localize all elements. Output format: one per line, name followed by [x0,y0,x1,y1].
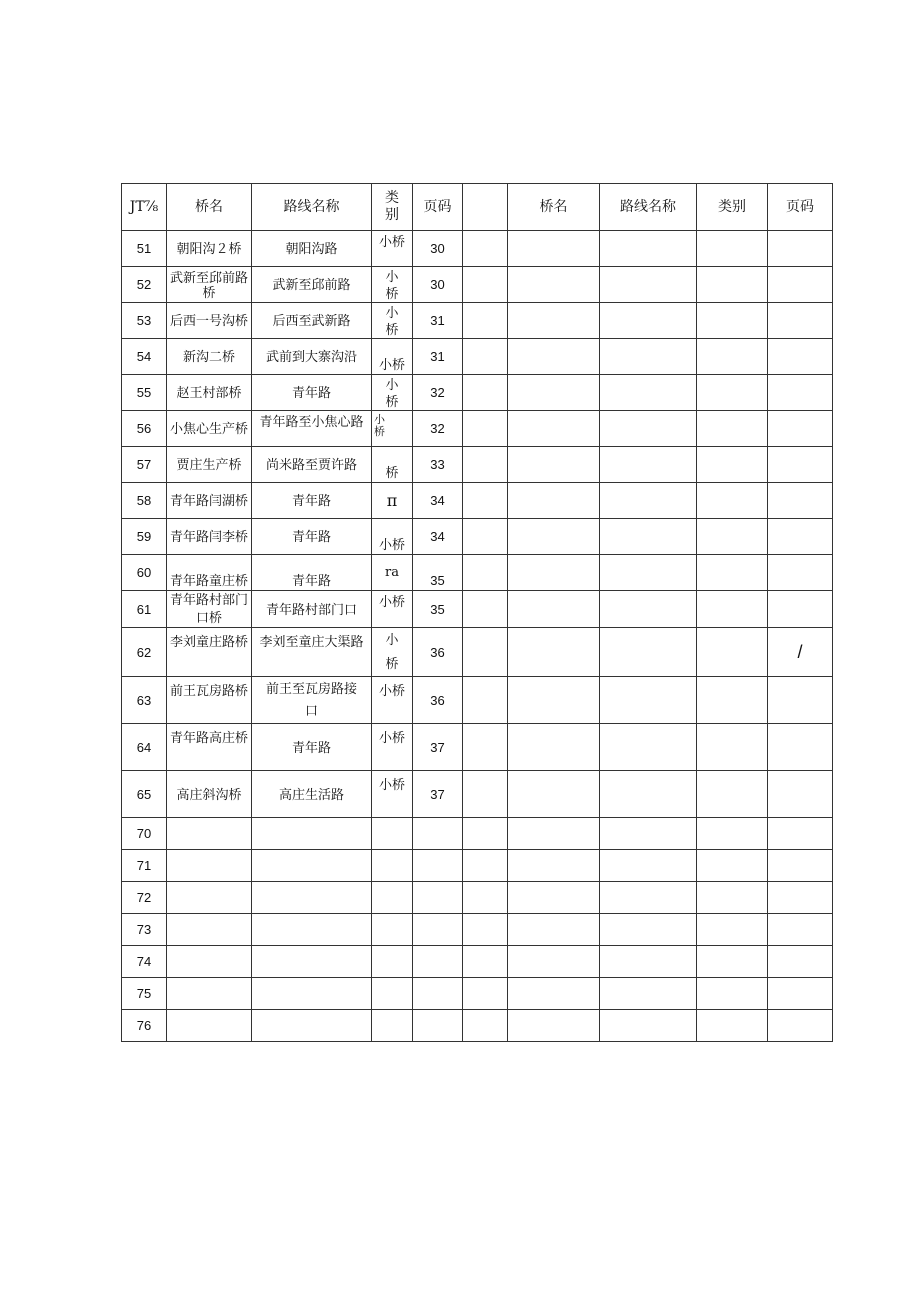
row-number: 57 [122,447,167,483]
row-number: 58 [122,483,167,519]
bridge-type [372,411,413,447]
row-number: 75 [122,978,167,1010]
page-number: 37 [413,724,463,771]
route-name: 后西至武新路 [252,303,372,339]
row-number: 76 [122,1010,167,1042]
page-number: 33 [413,447,463,483]
page-number: 35 [413,555,463,591]
row-number: 54 [122,339,167,375]
table-row [122,677,833,724]
table-row [122,771,833,818]
table-row [122,628,833,677]
header-page: 页码 [413,184,463,231]
page-number: 30 [413,231,463,267]
page-number: 32 [413,411,463,447]
bridge-name: 新沟二桥 [167,339,252,375]
bridge-name: 赵王村部桥 [167,375,252,411]
header-bridge: 桥名 [167,184,252,231]
route-name: 武前到大寨沟沿 [252,339,372,375]
route-name: 青年路村部门口 [252,591,372,628]
route-name: 武新至邱前路 [252,267,372,303]
route-name [252,677,372,724]
table-row [122,231,833,267]
table-row [122,375,833,411]
header-route: 路线名称 [252,184,372,231]
row-number: 59 [122,519,167,555]
row-number: 56 [122,411,167,447]
route-name: 青年路 [252,375,372,411]
header-route-2: 路线名称 [600,184,697,231]
header-row [122,184,833,231]
bridge-name: 朝阳沟２桥 [167,231,252,267]
page-number: 34 [413,483,463,519]
header-type-2: 类别 [697,184,768,231]
route-name: 青年路 [252,555,372,591]
bridge-type: 桥 [372,447,413,483]
bridge-name: 青年路闫湖桥 [167,483,252,519]
row-number: 51 [122,231,167,267]
row-number: 62 [122,628,167,677]
table-row [122,339,833,375]
bridge-name: 前王瓦房路桥 [167,677,252,724]
route-name: 李刘至童庄大渠路 [252,628,372,677]
header-blank [463,184,508,231]
header-type-text: 类别 [385,190,399,223]
row-number: 55 [122,375,167,411]
page-number: 37 [413,771,463,818]
bridge-type: 小桥 [372,339,413,375]
bridge-type-text: 小桥 [385,268,399,301]
route-name: 朝阳沟路 [252,231,372,267]
bridge-name: 青年路闫李桥 [167,519,252,555]
bridge-type [372,628,413,677]
bridge-type: 小桥 [372,231,413,267]
row-number: 71 [122,850,167,882]
table-row [122,411,833,447]
table-row [122,519,833,555]
bridge-name: 小焦心生产桥 [167,411,252,447]
route-name: 尚米路至贾许路 [252,447,372,483]
row-number: 63 [122,677,167,724]
bridge-type-text: 小桥 [385,304,399,337]
bridge-name: 青年路童庄桥 [167,555,252,591]
page-number: 34 [413,519,463,555]
table-row [122,850,833,882]
header-page-2: 页码 [768,184,833,231]
bridge-type [372,375,413,411]
bridge-type: π [372,483,413,519]
row-number: 73 [122,914,167,946]
bridge-name-text: 青年路村部门口桥 [169,592,248,625]
table-row [122,555,833,591]
row-number: 72 [122,882,167,914]
bridge-name: 后西一号沟桥 [167,303,252,339]
table-row [122,267,833,303]
table-row [122,818,833,850]
route-name: 青年路 [252,519,372,555]
route-name-text: 前王至瓦房路接口 [265,681,357,718]
bridge-name: 武新至邱前路桥 [167,267,252,303]
page-number: 30 [413,267,463,303]
row-number: 74 [122,946,167,978]
bridge-type-text: 小桥 [374,414,385,438]
row-number: 53 [122,303,167,339]
bridge-type: 小桥 [372,771,413,818]
bridge-type [372,303,413,339]
table-row [122,914,833,946]
bridge-name [167,591,252,628]
page-number: 32 [413,375,463,411]
route-name: 青年路 [252,483,372,519]
table-row [122,483,833,519]
route-name: 青年路 [252,724,372,771]
row-number: 61 [122,591,167,628]
page-number: 31 [413,339,463,375]
row-number: 60 [122,555,167,591]
header-type [372,184,413,231]
bridge-type [372,267,413,303]
row-number: 52 [122,267,167,303]
bridge-type-text: 小桥 [385,632,399,671]
route-name: 青年路至小焦心路 [252,411,372,447]
bridge-type: 小桥 [372,677,413,724]
bridge-type: 小桥 [372,591,413,628]
page-number: 31 [413,303,463,339]
table-row [122,946,833,978]
page-number: 36 [413,677,463,724]
bridge-type-text: 小桥 [385,376,399,409]
bridge-name: 青年路高庄桥 [167,724,252,771]
bridge-type: ra [372,555,413,591]
bridge-type: 小桥 [372,724,413,771]
table-row [122,724,833,771]
row-mark: / [768,628,833,677]
header-no: JT⅞ [122,184,167,231]
bridge-type: 小桥 [372,519,413,555]
bridge-name: 高庄斜沟桥 [167,771,252,818]
row-number: 65 [122,771,167,818]
table-row [122,303,833,339]
row-number: 70 [122,818,167,850]
page-number: 36 [413,628,463,677]
bridge-name: 李刘童庄路桥 [167,628,252,677]
table-row [122,447,833,483]
table-row [122,882,833,914]
header-bridge-2: 桥名 [508,184,600,231]
page-number: 35 [413,591,463,628]
table-row [122,1010,833,1042]
row-number: 64 [122,724,167,771]
table-row [122,978,833,1010]
table-row [122,591,833,628]
bridge-name: 贾庄生产桥 [167,447,252,483]
route-name: 高庄生活路 [252,771,372,818]
bridge-index-table [121,183,833,1042]
